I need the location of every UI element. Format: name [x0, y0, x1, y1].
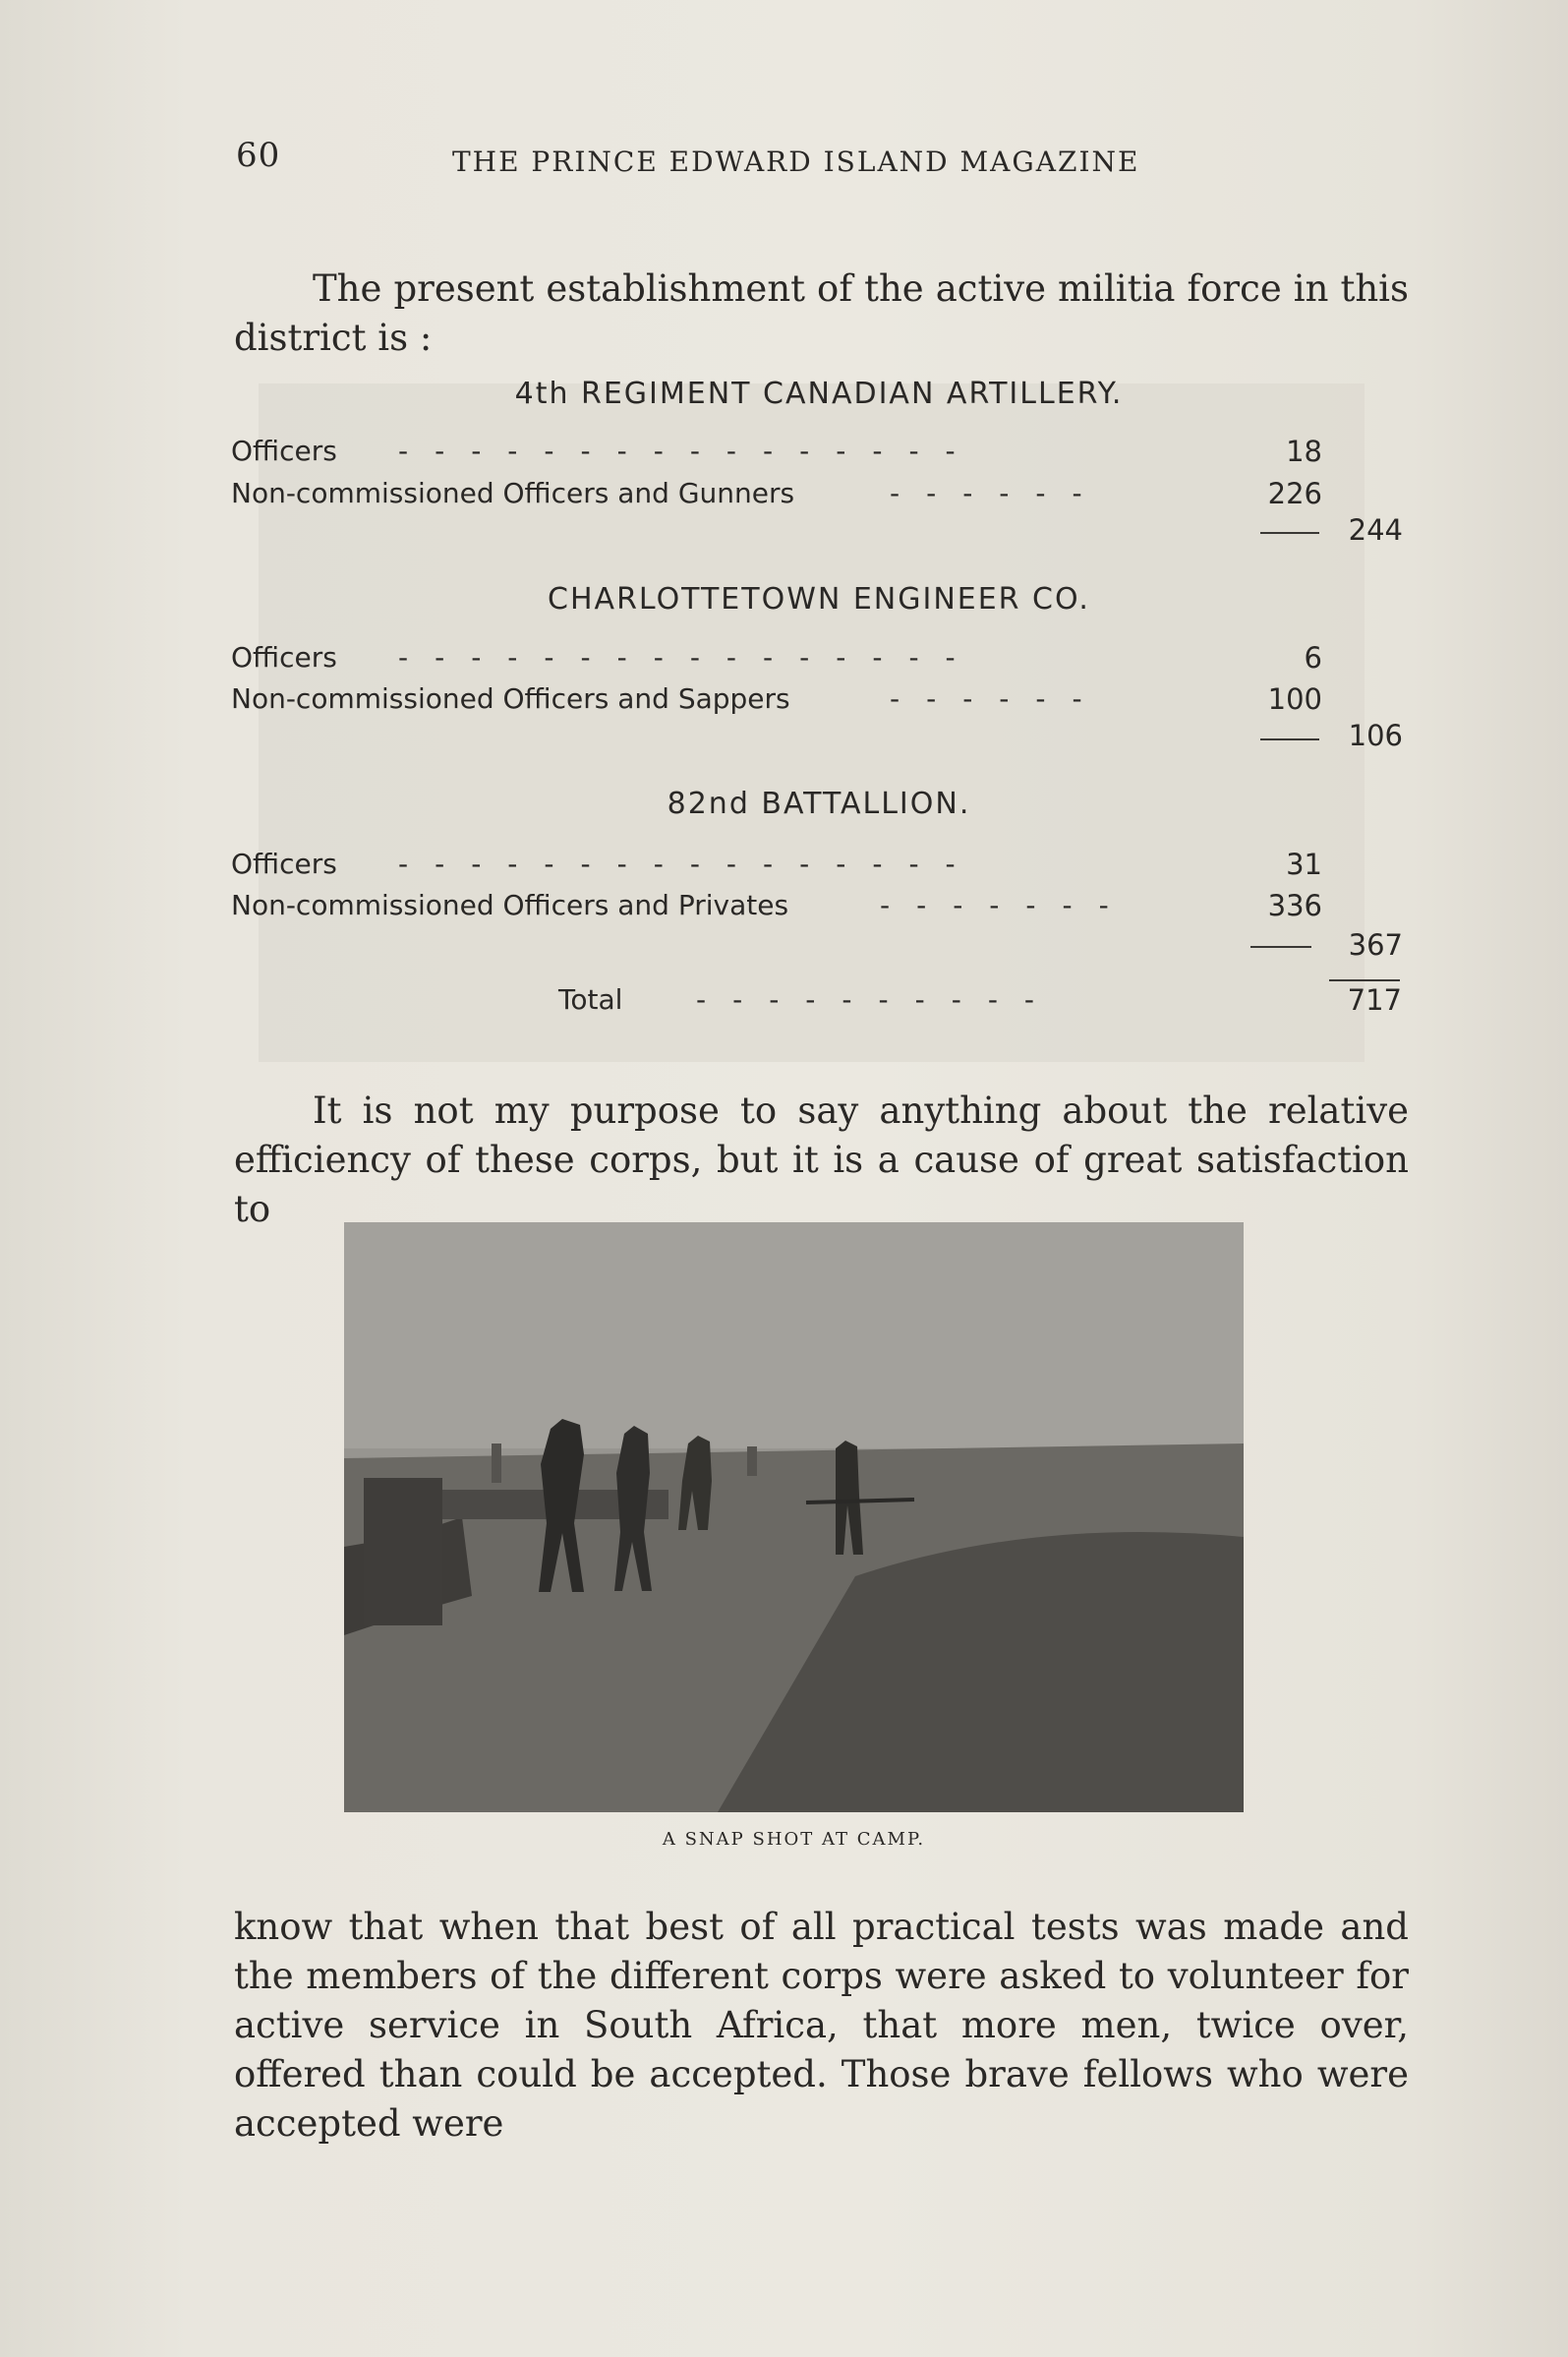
intro-paragraph: [234, 265, 1409, 363]
row-value: 336: [1267, 889, 1322, 922]
dot-leader: ------: [890, 477, 1109, 509]
row-label: Non-commissioned Officers and Sappers: [231, 682, 790, 715]
paragraph-3-text: know that when that best of all practical tests was made and the members of the different corps were asked to volunteer for active service in South Africa, that more men, twice over, offered than could be accepted. Those brave fellows who were accepted were: [234, 1906, 1409, 2145]
page-number: 60: [236, 136, 281, 175]
row-value: 100: [1267, 682, 1322, 716]
total-value: 717: [1347, 983, 1402, 1017]
table-row: [231, 848, 1322, 883]
table-row: [231, 477, 1322, 512]
table-row: [231, 682, 1322, 718]
dot-leader: ----------------: [398, 435, 982, 467]
section-title-artillery: 4th REGIMENT CANADIAN ARTILLERY.: [514, 377, 1124, 411]
subtotal-value: 106: [1348, 719, 1403, 752]
row-value: 226: [1267, 477, 1322, 510]
row-value: 31: [1286, 848, 1322, 881]
paragraph-3: [234, 1903, 1409, 2149]
running-title: THE PRINCE EDWARD ISLAND MAGAZINE: [452, 146, 1140, 178]
row-label: Non-commissioned Officers and Gunners: [231, 477, 795, 509]
camp-photograph: [344, 1222, 1244, 1812]
section-title-engineer: CHARLOTTETOWN ENGINEER CO.: [548, 582, 1090, 617]
table-row: [231, 641, 1322, 677]
row-label: Non-commissioned Officers and Privates: [231, 889, 789, 921]
row-label: Officers: [231, 435, 337, 467]
paragraph-2-text: It is not my purpose to say anything about the relative efficiency of these corps, but it is a cause of great satisfaction to: [234, 1090, 1409, 1230]
subtotal-value: 244: [1348, 513, 1403, 547]
row-value: 6: [1304, 641, 1322, 675]
dot-leader: ----------------: [398, 848, 982, 880]
row-label: Officers: [231, 848, 337, 880]
dot-leader: ----------------: [398, 641, 982, 674]
dot-leader: -------: [880, 889, 1135, 921]
photo-caption: A SNAP SHOT AT CAMP.: [662, 1829, 926, 1850]
subtotal-value: 367: [1348, 928, 1403, 962]
row-label: Officers: [231, 641, 337, 674]
subtotal-rule: [1260, 532, 1319, 534]
table-row: [231, 889, 1322, 924]
dot-leader: ------: [890, 682, 1109, 715]
subtotal-rule: [1250, 946, 1311, 948]
dot-leader: ----------: [696, 983, 1062, 1016]
total-rule: [1329, 979, 1400, 981]
camp-photo-image: [344, 1222, 1244, 1812]
subtotal-rule: [1260, 738, 1319, 740]
paragraph-2: [234, 1087, 1409, 1234]
section-title-battalion: 82nd BATTALLION.: [667, 787, 971, 821]
intro-text: The present establishment of the active militia force in this district is :: [234, 267, 1409, 359]
total-label: Total: [558, 983, 623, 1016]
row-value: 18: [1286, 435, 1322, 468]
total-row: [558, 983, 1402, 1019]
table-row: [231, 435, 1322, 470]
